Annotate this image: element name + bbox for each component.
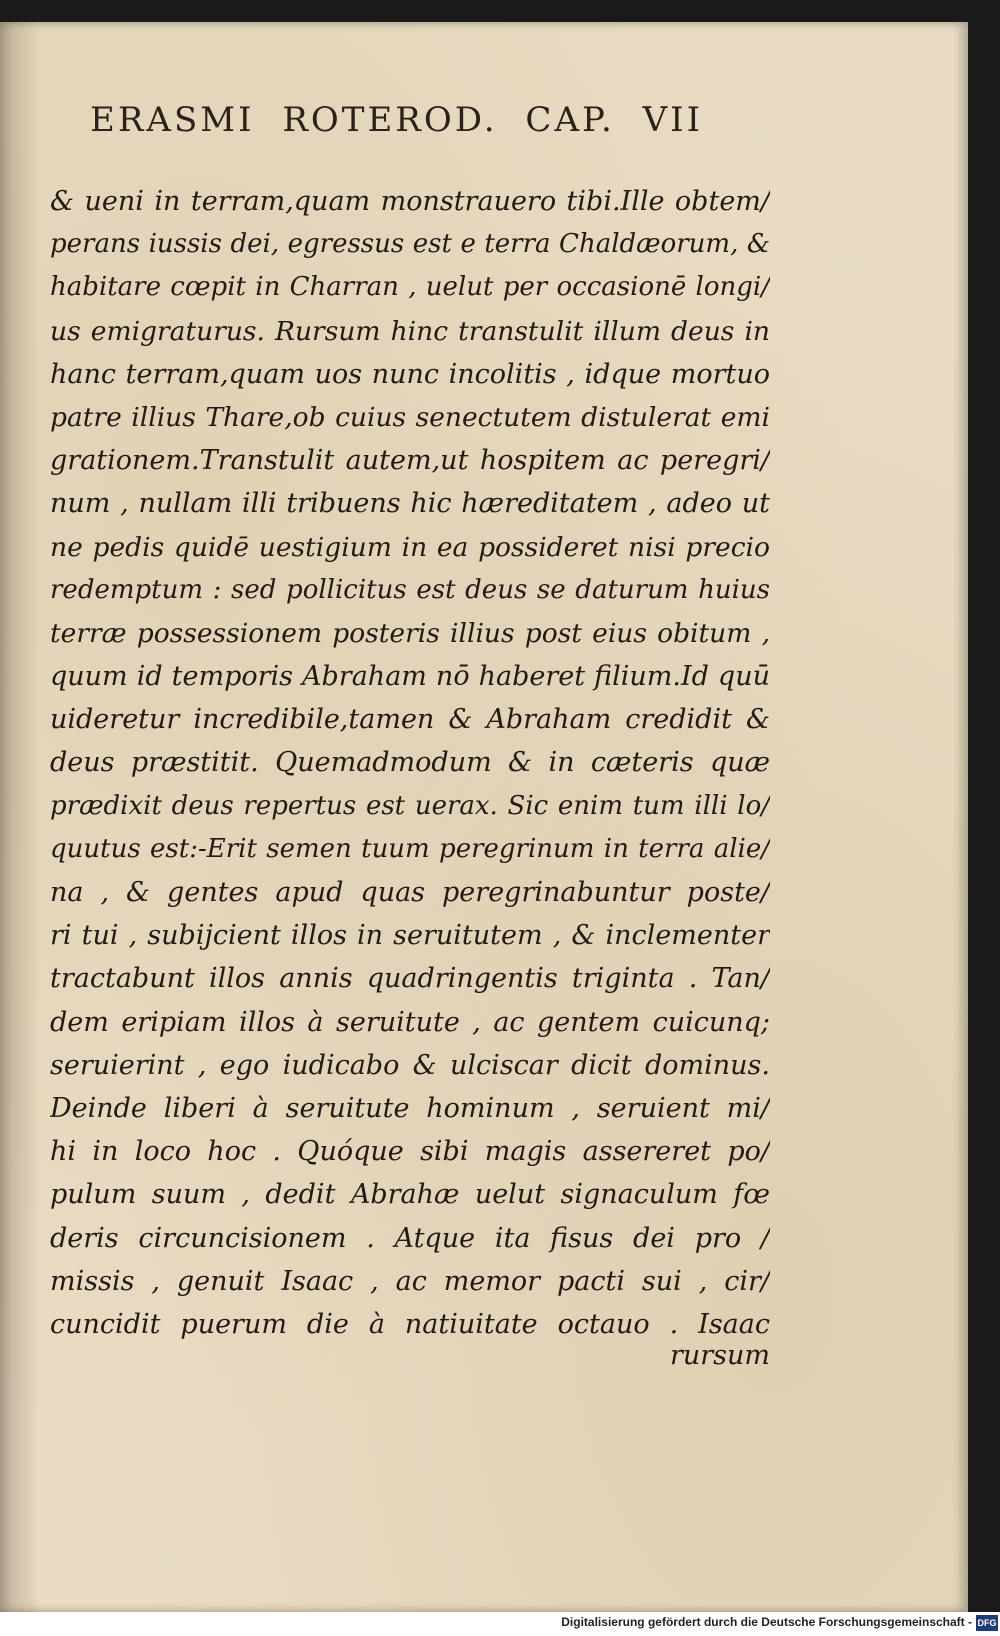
running-head: ERASMI ROTEROD. CAP. VII: [90, 100, 704, 140]
text-line: grationem.Transtulit autem,ut hospitem ac peregri/: [50, 445, 770, 477]
text-line: prædixit deus repertus est uerax. Sic enim tum illi lo/: [50, 790, 770, 821]
text-line: num , nullam illi tribuens hic hæreditatem , adeo ut: [50, 488, 770, 520]
text-line: uideretur incredibile,tamen & Abraham credidit &: [50, 704, 770, 736]
text-line: habitare cœpit in Charran , uelut per occasionē longi/: [50, 272, 770, 303]
text-line: Deinde liberi à seruitute hominum , seruient mi/: [50, 1092, 770, 1124]
spine-shadow: [0, 22, 40, 1612]
text-line: tractabunt illos annis quadringentis triginta . Tan/: [50, 963, 770, 995]
text-line: patre illius Thare,ob cuius senectutem distulerat emi: [50, 401, 770, 433]
text-line: deus præstitit. Quemadmodum & in cæteris quæ: [50, 747, 770, 779]
text-line: quutus est:-Erit semen tuum peregrinum in terra alie/: [50, 833, 770, 864]
text-line: perans iussis dei, egressus est e terra Chaldæorum, &: [50, 229, 770, 260]
text-line: & ueni in terram,quam monstrauero tibi.Ille obtem/: [50, 186, 770, 217]
text-line: hanc terram,quam uos nunc incolitis , idque mortuo: [50, 358, 770, 390]
text-line: quum id temporis Abraham nō haberet filium.Id quū: [50, 661, 770, 693]
text-line: terræ possessionem posteris illius post eius obitum ,: [50, 617, 770, 649]
text-line: na , & gentes apud quas peregrinabuntur poste/: [50, 877, 770, 908]
text-line: hi in loco hoc . Quóque sibi magis assereret po/: [50, 1136, 770, 1168]
funding-credit: Digitalisierung gefördert durch die Deutsche Forschungsgemeinschaft -: [561, 1615, 972, 1629]
text-line: deris circuncisionem . Atque ita fisus dei pro /: [50, 1222, 770, 1254]
catchword: rursum: [669, 1340, 770, 1371]
text-line: missis , genuit Isaac , ac memor pacti sui , cir/: [50, 1265, 770, 1297]
text-line: redemptum : sed pollicitus est deus se daturum huius: [50, 574, 770, 605]
text-line: pulum suum , dedit Abrahæ uelut signaculum fœ: [50, 1179, 770, 1211]
text-line: dem eripiam illos à seruitute , ac gentem cuicunq;: [50, 1006, 770, 1038]
text-line: ne pedis quidē uestigium in ea possideret nisi precio: [50, 531, 770, 563]
text-line: us emigraturus. Rursum hinc transtulit illum deus in: [50, 315, 770, 347]
text-line: ri tui , subijcient illos in seruitutem , & inclementer: [50, 920, 770, 952]
body-text: [50, 180, 770, 1346]
footer-bar: [0, 1612, 1000, 1636]
dfg-logo-icon: DFG: [976, 1615, 998, 1631]
text-line: cuncidit puerum die à natiuitate octauo . Isaac: [50, 1308, 770, 1340]
text-line: seruierint , ego iudicabo & ulciscar dicit dominus.: [50, 1049, 770, 1081]
book-page: [0, 22, 968, 1612]
